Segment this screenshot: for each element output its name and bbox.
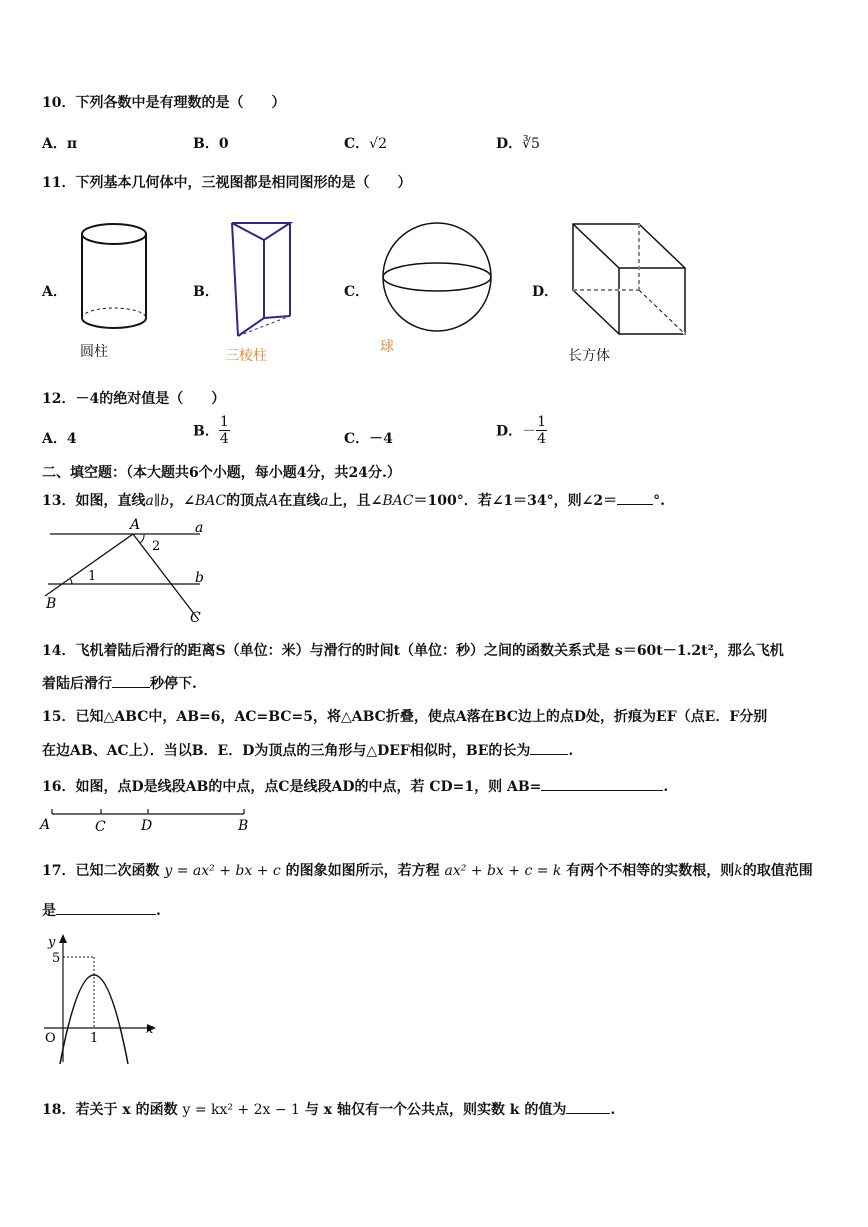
- q15-line1: 15．已知△ABC中，AB=6，AC=BC=5，将△ABC折叠，使点A落在BC边上的点D处，折痕为EF（点E．F分别: [42, 709, 768, 725]
- q14-blank: [112, 673, 150, 688]
- q18-blank: [566, 1099, 610, 1114]
- q11-caption-d: 长方体: [568, 348, 610, 364]
- q11-caption-c: 球: [380, 339, 394, 355]
- q16-stem: 16．如图，点D是线段AB的中点，点C是线段AD的中点，若 CD=1，则 AB= .: [42, 776, 668, 796]
- label-angle-1: 1: [88, 569, 97, 584]
- label-line-b: b: [195, 570, 204, 586]
- q12-option-c: C．－4: [344, 431, 393, 447]
- q17-line1: 17．已知二次函数 y = ax² + bx + c 的图象如图所示，若方程 ax² + bx + c = k 有两个不相等的实数根，则k的取值范围: [42, 863, 813, 879]
- label-point-a: A: [130, 517, 141, 533]
- q11-caption-b: 三棱柱: [225, 348, 267, 364]
- label-a: A: [40, 817, 51, 833]
- q10-option-d: D．∛5: [496, 136, 540, 152]
- label-o: O: [45, 1031, 56, 1046]
- q16-figure: [38, 804, 258, 836]
- label-line-a: a: [195, 520, 204, 536]
- label-point-b: B: [46, 596, 57, 612]
- q12-option-a: A．4: [42, 431, 77, 447]
- q12-stem: 12．－4的绝对值是（ ）: [42, 391, 226, 407]
- q14-line1: 14．飞机着陆后滑行的距离S（单位：米）与滑行的时间t（单位：秒）之间的函数关系式是 s＝60t－1.2t²，那么飞机: [42, 643, 784, 659]
- label-b: B: [238, 818, 249, 834]
- cuboid-figure: [568, 220, 690, 340]
- q11-stem: 11．下列基本几何体中，三视图都是相同图形的是（ ）: [42, 175, 412, 191]
- q14-line2: 着陆后滑行 秒停下.: [42, 673, 197, 693]
- section-heading: 二、填空题：（本大题共6个小题，每小题4分，共24分.）: [42, 465, 401, 481]
- label-5: 5: [52, 951, 61, 966]
- q13-blank: [617, 490, 653, 505]
- q12-option-d: D．－ $\frac{1}{4}$: [496, 414, 547, 447]
- q18-stem: 18．若关于 x 的函数 y = kx² + 2x − 1 与 x 轴仅有一个公共点，则实数 k 的值为 .: [42, 1099, 615, 1119]
- label-x: x: [146, 1022, 154, 1037]
- q11-label-a: A．: [42, 284, 67, 300]
- label-angle-2: 2: [152, 539, 161, 554]
- q13-stem: 13．如图，直线a∥b，∠BAC的顶点A在直线a上，且∠BAC＝100°．若∠1＝34°，则∠2＝ °.: [42, 490, 665, 510]
- label-d: D: [141, 818, 153, 834]
- q17-figure: [40, 932, 170, 1072]
- label-point-c: C: [190, 610, 201, 626]
- q11-caption-a: 圆柱: [80, 344, 108, 360]
- q17-line2: 是 .: [42, 900, 161, 920]
- q10-option-c: C．√2: [344, 136, 387, 152]
- label-y: y: [48, 935, 56, 950]
- q15-line2: 在边AB、AC上）．当以B．E．D为顶点的三角形与△DEF相似时，BE的长为 .: [42, 740, 573, 760]
- q17-blank: [56, 900, 156, 915]
- q10-stem: 10．下列各数中是有理数的是（ ）: [42, 95, 286, 111]
- q11-label-d: D．: [532, 284, 559, 300]
- q16-blank: [541, 776, 663, 791]
- q11-label-b: B．: [193, 284, 219, 300]
- label-c: C: [95, 819, 106, 835]
- q11-label-c: C．: [344, 284, 370, 300]
- label-1: 1: [90, 1031, 99, 1046]
- sphere-figure: [380, 220, 494, 334]
- cylinder-figure: [76, 220, 152, 335]
- q10-option-a: A．π: [42, 136, 78, 152]
- triangular-prism-figure: [224, 218, 300, 343]
- q10-option-b: B．0: [193, 136, 229, 152]
- q12-option-b: B． $\frac{1}{4}$: [193, 414, 229, 447]
- q15-blank: [530, 740, 568, 755]
- q13-figure: [40, 516, 220, 626]
